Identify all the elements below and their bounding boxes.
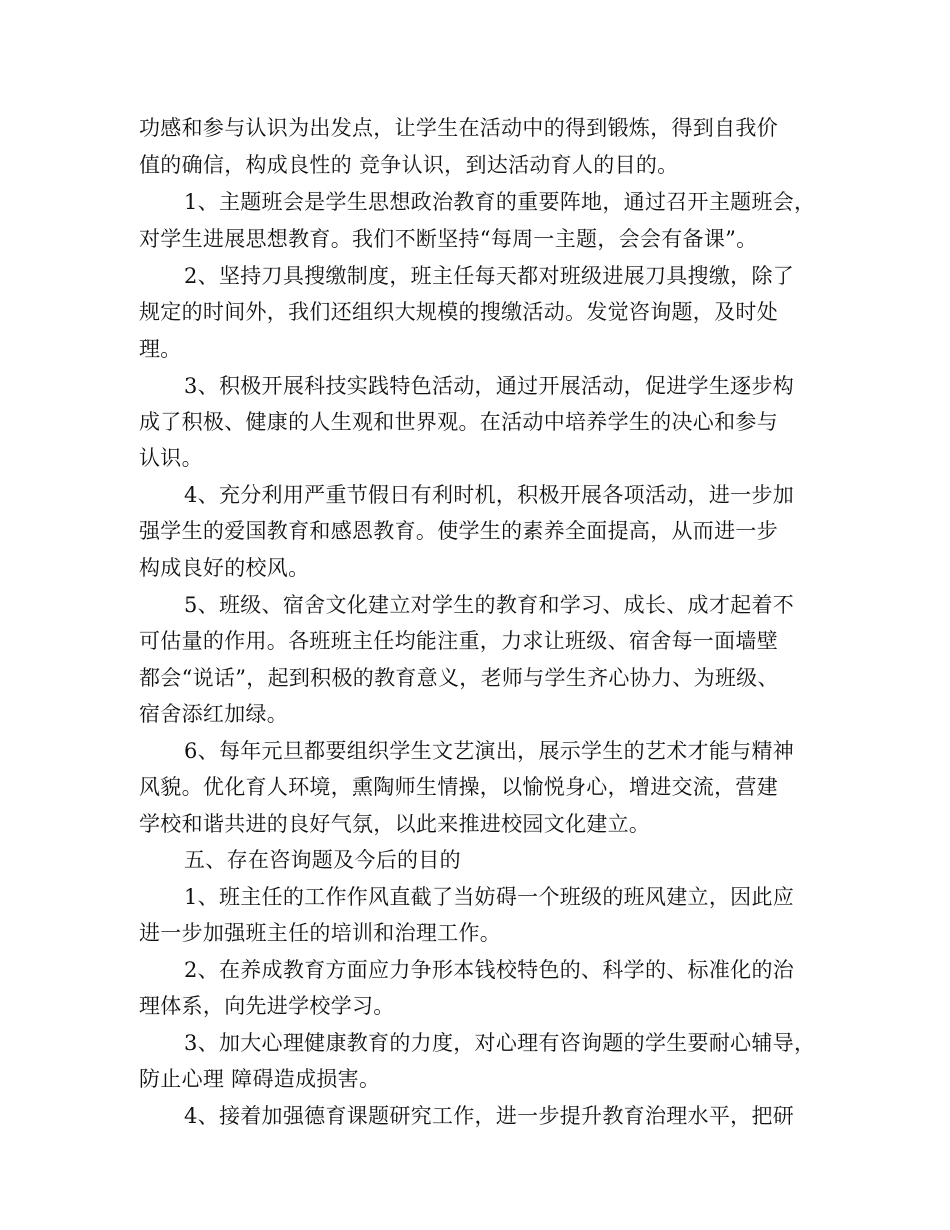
- body-text-line: 理。: [139, 337, 182, 361]
- body-text-line: 理体系，向先进学校学习。: [139, 994, 395, 1018]
- body-text-line: 对学生进展思想教育。我们不断坚持“每周一主题，会会有备课”。: [139, 227, 758, 251]
- body-text-line: 风貌。优化育人环境，熏陶师生情操，以愉悦身心，增进交流，营建: [139, 775, 778, 799]
- body-text-line: 成了积极、健康的人生观和世界观。在活动中培养学生的决心和参与: [139, 410, 778, 434]
- paragraph-first-line: 3、积极开展科技实践特色活动，通过开展活动，促进学生逐步构: [184, 374, 795, 398]
- paragraph-first-line: 6、每年元旦都要组织学生文艺演出，展示学生的艺术才能与精神: [184, 739, 795, 763]
- body-text-line: 构成良好的校风。: [139, 556, 310, 580]
- paragraph-first-line: 4、接着加强德育课题研究工作，进一步提升教育治理水平，把研: [184, 1104, 795, 1128]
- body-text-line: 都会“说话”，起到积极的教育意义，老师与学生齐心协力、为班级、: [139, 666, 779, 690]
- body-text-line: 功感和参与认识为出发点，让学生在活动中的得到锻炼，得到自我价: [139, 116, 778, 140]
- body-text-line: 可估量的作用。各班班主任均能注重，力求让班级、宿舍每一面墙壁: [139, 629, 778, 653]
- paragraph-first-line: 5、班级、宿舍文化建立对学生的教育和学习、成长、成才起着不: [184, 593, 795, 617]
- body-text-line: 防止心理 障碍造成损害。: [139, 1067, 381, 1091]
- paragraph-first-line: 1、主题班会是学生思想政治教育的重要阵地，通过召开主题班会，: [184, 190, 816, 214]
- paragraph-first-line: 2、坚持刀具搜缴制度，班主任每天都对班级进展刀具搜缴，除了: [184, 264, 795, 288]
- body-text-line: 认识。: [139, 446, 203, 470]
- paragraph-first-line: 4、充分利用严重节假日有利时机，积极开展各项活动，进一步加: [184, 483, 795, 507]
- section-heading: 五、存在咨询题及今后的目的: [184, 848, 461, 872]
- body-text-line: 学校和谐共进的良好气氛，以此来推进校园文化建立。: [139, 812, 651, 836]
- body-text-line: 值的确信，构成良性的 竞争认识，到达活动育人的目的。: [139, 153, 679, 177]
- paragraph-first-line: 1、班主任的工作作风直截了当妨碍一个班级的班风建立，因此应: [184, 885, 795, 909]
- paragraph-first-line: 3、加大心理健康教育的力度，对心理有咨询题的学生要耐心辅导，: [184, 1031, 816, 1055]
- body-text-line: 规定的时间外，我们还组织大规模的搜缴活动。发觉咨询题，及时处: [139, 300, 778, 324]
- body-text-line: 宿舍添红加绿。: [139, 702, 289, 726]
- body-text-line: 进一步加强班主任的培训和治理工作。: [139, 921, 502, 945]
- body-text-line: 强学生的爱国教育和感恩教育。使学生的素养全面提高，从而进一步: [139, 519, 778, 543]
- paragraph-first-line: 2、在养成教育方面应力争形本钱校特色的、科学的、标准化的治: [184, 958, 795, 982]
